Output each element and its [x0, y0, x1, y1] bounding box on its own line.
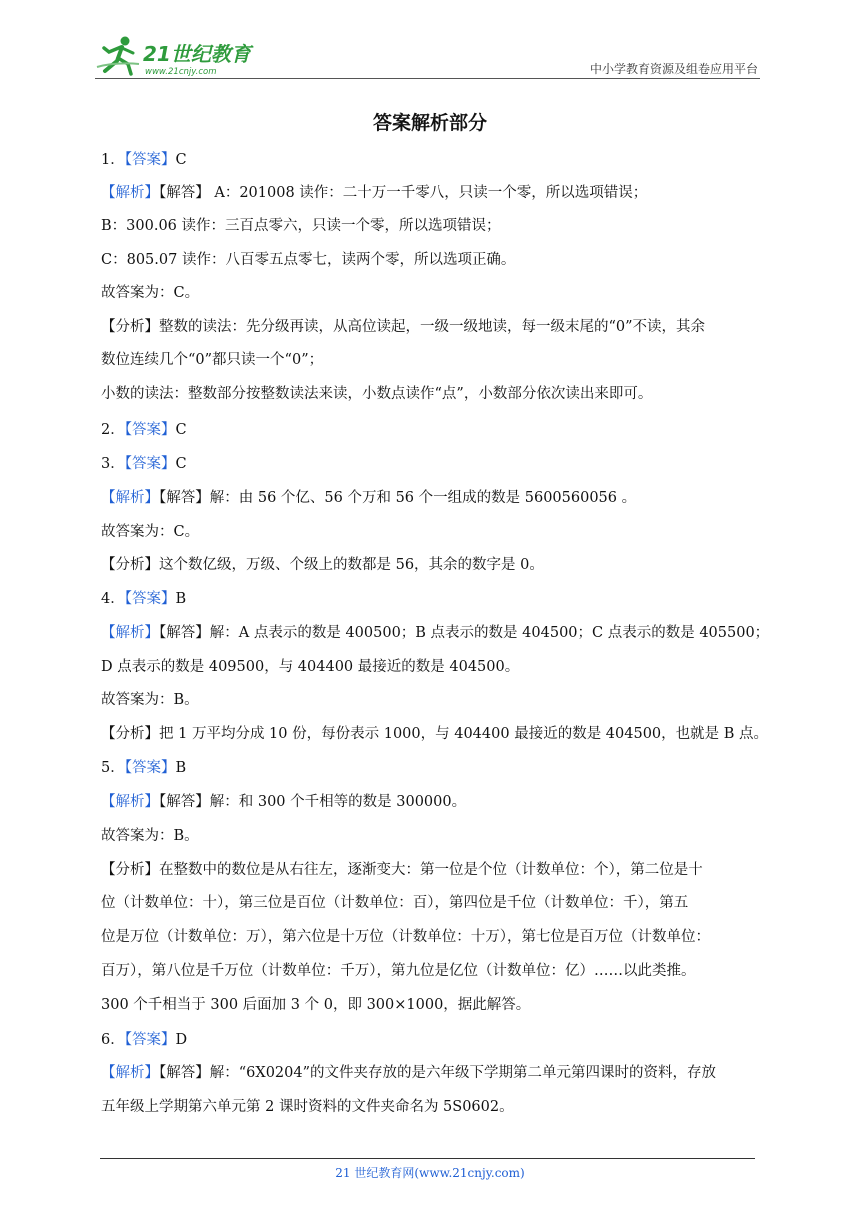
line-text: 4．: [101, 591, 125, 607]
content-line: [101, 893, 688, 913]
line-text: D: [175, 1032, 188, 1048]
line-text: B：300.06 读作：三百点零六，只读一个零，所以选项错误；: [101, 218, 501, 234]
line-text: 位是万位（计数单位：万），第六位是十万位（计数单位：十万），第七位是百万位（计数单位：: [101, 929, 710, 945]
content-line: [101, 690, 199, 710]
line-text: 数位连续几个“0”都只读一个“0”；: [101, 352, 324, 368]
line-text: 故答案为：B。: [101, 828, 199, 844]
section-tag: 【解析】: [101, 625, 159, 641]
content-line: [101, 961, 696, 981]
section-tag: 【答案】: [124, 456, 176, 472]
line-text: B: [175, 591, 187, 607]
content-line: [101, 927, 710, 947]
section-tag: 【解析】: [101, 490, 159, 506]
line-text: 【分析】在整数中的数位是从右往左，逐渐变大：第一位是个位（计数单位：个），第二位是十: [101, 862, 703, 878]
line-text: 2．: [101, 422, 125, 438]
content-line: [101, 250, 515, 270]
line-text: C: [175, 152, 187, 168]
content-line: [101, 1063, 716, 1083]
line-text: 【解答】 A：201008 读作：二十万一千零八，只读一个零，所以选项错误；: [159, 185, 648, 201]
content-line: [101, 657, 519, 677]
content-line: [101, 522, 199, 542]
content-line: [101, 150, 187, 170]
content-line: [101, 350, 323, 370]
line-text: 1．: [101, 152, 125, 168]
content-line: [101, 384, 652, 404]
footer-divider: [100, 1158, 755, 1159]
header-divider: [95, 78, 760, 79]
page-title: 答案解析部分: [372, 112, 487, 134]
section-tag: 【答案】: [124, 422, 176, 438]
line-text: 【解答】解：和 300 个千相等的数是 300000。: [159, 794, 467, 810]
line-text: 故答案为：C。: [101, 285, 200, 301]
line-text: 五年级上学期第六单元第 2 课时资料的文件夹命名为 5S0602。: [101, 1099, 514, 1115]
line-text: 小数的读法：整数部分按整数读法来读，小数点读作“点”，小数部分依次读出来即可。: [101, 386, 653, 402]
content-line: [101, 589, 186, 609]
line-text: 百万），第八位是千万位（计数单位：千万），第九位是亿位（计数单位：亿）……以此类推。: [101, 963, 696, 979]
content-line: [101, 995, 530, 1015]
section-tag: 【答案】: [124, 1032, 176, 1048]
line-text: 【解答】解：A 点表示的数是 400500；B 点表示的数是 404500；C 点表示的数是 405500；: [159, 625, 770, 641]
platform-label: 中小学教育资源及组卷应用平台: [589, 62, 758, 76]
content-line: [101, 454, 187, 474]
line-text: D 点表示的数是 409500，与 404400 最接近的数是 404500。: [101, 659, 520, 675]
line-text: B: [175, 760, 187, 776]
section-tag: 【答案】: [124, 760, 176, 776]
content-line: [101, 555, 544, 575]
line-text: 【分析】把 1 万平均分成 10 份，每份表示 1000，与 404400 最接近的数是 404500，也就是 B 点。: [101, 726, 769, 742]
content-line: [101, 317, 705, 337]
section-tag: 【答案】: [124, 152, 176, 168]
line-text: 【解答】解：“6X0204”的文件夹存放的是六年级下学期第二单元第四课时的资料，存放: [159, 1065, 717, 1081]
runner-icon: [97, 37, 139, 75]
page-header: [95, 34, 760, 80]
section-tag: 【答案】: [124, 591, 176, 607]
line-text: 3．: [101, 456, 125, 472]
line-text: C：805.07 读作：八百零五点零七，读两个零，所以选项正确。: [101, 252, 516, 268]
content-line: [101, 1097, 514, 1117]
line-text: 5．: [101, 760, 125, 776]
content-line: [101, 488, 636, 508]
line-text: 【分析】整数的读法：先分级再读，从高位读起，一级一级地读，每一级末尾的“0”不读，其余: [101, 319, 706, 335]
line-text: 300 个千相当于 300 后面加 3 个 0，即 300×1000，据此解答。: [101, 997, 531, 1013]
line-text: C: [175, 456, 187, 472]
content-line: [101, 183, 647, 203]
section-tag: 【解析】: [101, 794, 159, 810]
line-text: 故答案为：B。: [101, 692, 199, 708]
section-tag: 【解析】: [101, 1065, 159, 1081]
content-line: [101, 860, 703, 880]
line-text: 故答案为：C。: [101, 524, 200, 540]
content-line: [101, 792, 466, 812]
site-logo: [95, 34, 265, 78]
content-line: [101, 420, 187, 440]
line-text: 6．: [101, 1032, 125, 1048]
line-text: 【解答】解：由 56 个亿、56 个万和 56 个一组成的数是 5600560056 。: [159, 490, 637, 506]
footer-link[interactable]: 21 世纪教育网(www.21cnjy.com): [335, 1166, 525, 1180]
line-text: 【分析】这个数亿级，万级、个级上的数都是 56，其余的数字是 0。: [101, 557, 544, 573]
content-line: [101, 1030, 187, 1050]
content-line: [101, 283, 199, 303]
logo-text: 21世纪教育: [143, 42, 251, 66]
line-text: C: [175, 422, 187, 438]
logo-url: www.21cnjy.com: [145, 67, 217, 77]
section-tag: 【解析】: [101, 185, 159, 201]
line-text: 位（计数单位：十），第三位是百位（计数单位：百），第四位是千位（计数单位：千），第五: [101, 895, 689, 911]
content-line: [101, 758, 186, 778]
content-line: [101, 826, 199, 846]
content-line: [101, 216, 501, 236]
content-line: [101, 623, 769, 643]
content-line: [101, 724, 768, 744]
